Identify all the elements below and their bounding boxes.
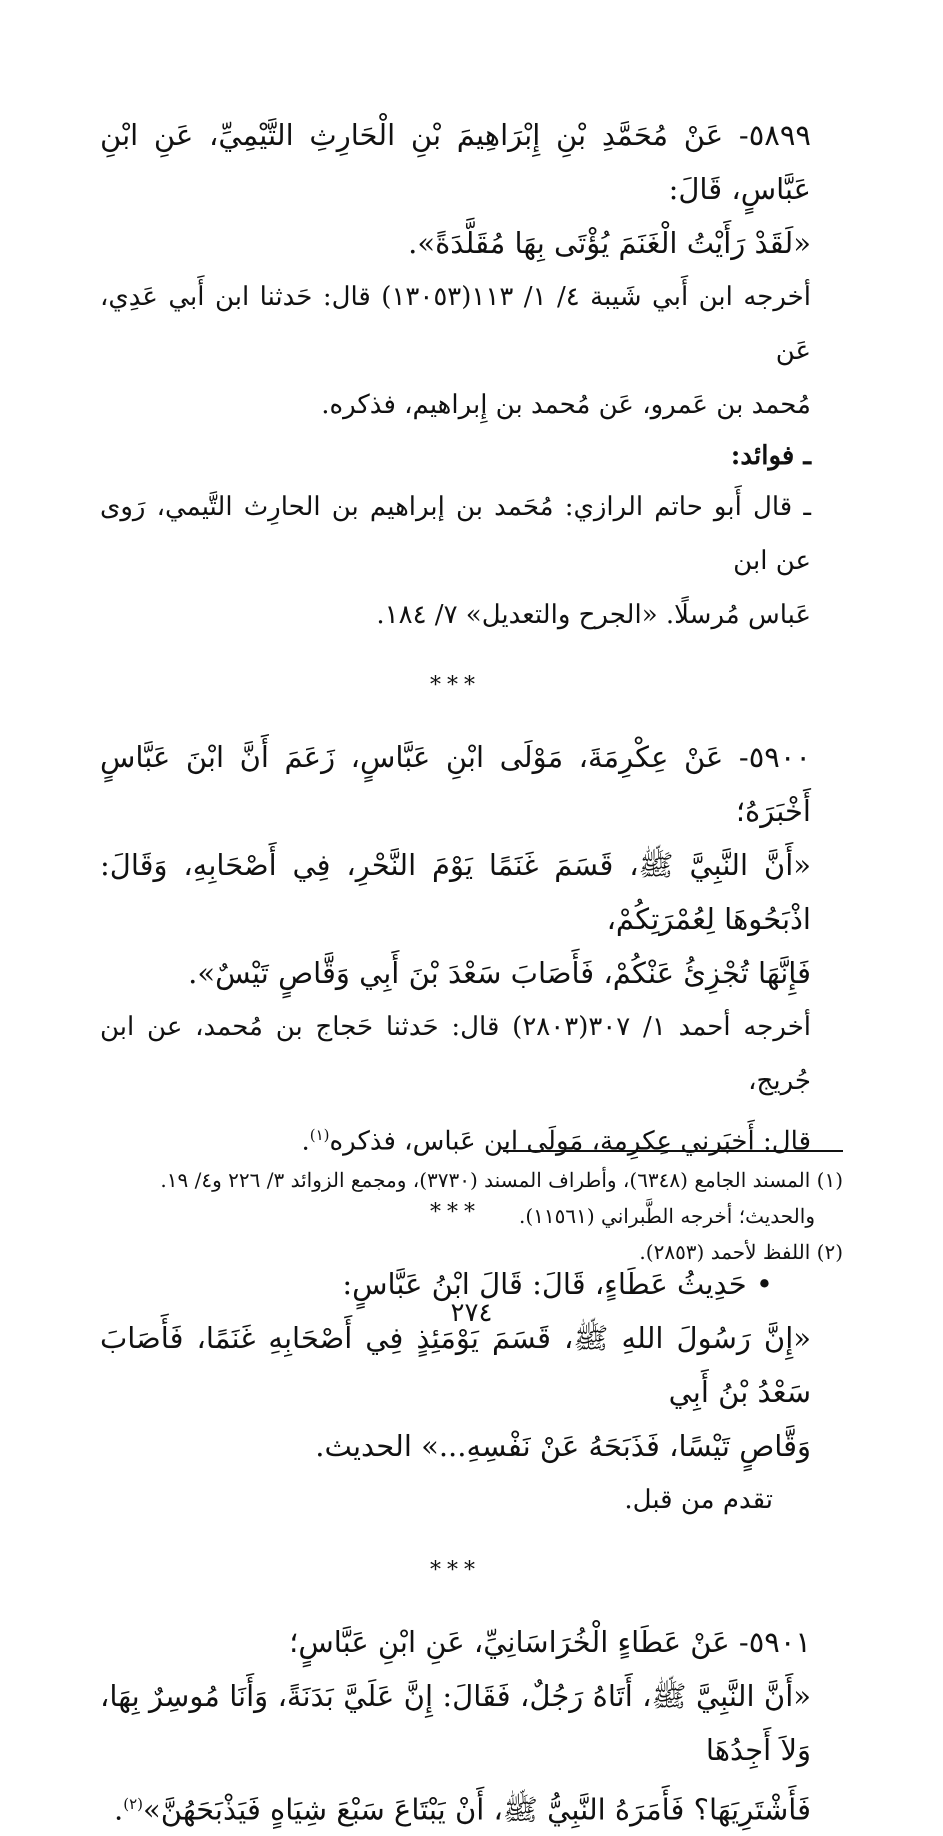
hadith-ata-text: وَقَّاصٍ تَيْسًا، فَذَبَحَهُ عَنْ نَفْسِهِ...» الحديث. xyxy=(315,1428,811,1463)
hadith-text: فَأَشْتَرِيَهَا؟ فَأَمَرَهُ النَّبِيُّ ﷺ، أَنْ يَبْتَاعَ سَبْعَ شِيَاهٍ فَيَذْبَحَهُنَّ» xyxy=(143,1792,811,1827)
footnote-ref-2[interactable]: (٢) xyxy=(123,1794,143,1813)
source-text: قال: أَخبَرني عِكرِمة، مَولَى ابن عَباس، فذكره xyxy=(329,1126,811,1157)
benefits-heading: ـ فوائد: xyxy=(730,441,811,471)
section-divider: *** xyxy=(430,673,481,698)
footnote-2: (٢) اللفظ لأحمد (٢٨٥٣). xyxy=(639,1240,843,1264)
benefit-line: عَباس مُرسلًا. «الجرح والتعديل» ٧/ ١٨٤. xyxy=(376,600,811,630)
source-line: أخرجه ابن أَبي شَيبة ٤/ ١/ ١١٣(١٣٠٥٣) قال: حَدثنا ابن أَبي عَدِي، عَن xyxy=(100,282,811,366)
hadith-5899-header: ٥٨٩٩- عَنْ مُحَمَّدِ بْنِ إِبْرَاهِيمَ بْنِ الْحَارِثِ التَّيْمِيِّ، عَنِ ابْنِ عَبَّاسٍ، قَالَ: xyxy=(100,118,811,206)
source-line: أخرجه أحمد ١/ ٣٠٧(٢٨٠٣) قال: حَدثنا حَجاج بن مُحمد، عن ابن جُريج، xyxy=(100,1012,811,1096)
benefit-line: ـ قال أَبو حاتم الرازي: مُحَمد بن إبراهيم بن الحارِث التَّيمي، رَوى عن ابن xyxy=(100,492,811,576)
hadith-5900-text: فَإِنَّهَا تُجْزِئُ عَنْكُمْ، فَأَصَابَ سَعْدَ بْنَ أَبِي وَقَّاصٍ تَيْسٌ». xyxy=(188,956,811,990)
footnote-ref-1[interactable]: (١) xyxy=(309,1126,330,1144)
footnote-1: (١) المسند الجامع (٦٣٤٨)، وأطراف المسند (٣٧٣٠)، ومجمع الزوائد ٣/ ٢٢٦ و٤/ ١٩. xyxy=(160,1168,843,1192)
hadith-5901-text: «أَنَّ النَّبِيَّ ﷺ، أَتَاهُ رَجُلٌ، فَقَالَ: إِنَّ عَلَيَّ بَدَنَةً، وَأَنَا مُوسِرٌ بِهَا، وَلاَ أَجِدُهَا xyxy=(100,1678,811,1767)
hadith-5899-text: «لَقَدْ رَأَيْتُ الْغَنَمَ يُؤْتَى بِهَا مُقَلَّدَةً». xyxy=(408,226,811,260)
footnote-rule xyxy=(503,1150,843,1152)
footnote-1-continued: والحديث؛ أخرجه الطَّبراني (١١٥٦١). xyxy=(518,1204,815,1228)
hadith-ata-text: «إِنَّ رَسُولَ اللهِ ﷺ، قَسَمَ يَوْمَئِذٍ فِي أَصْحَابِهِ غَنَمًا، فَأَصَابَ سَعْدُ بْنُ أَبِي xyxy=(100,1320,811,1409)
hadith-5901-text: فَأَشْتَرِيَهَا؟ فَأَمَرَهُ النَّبِيُّ ﷺ، أَنْ يَبْتَاعَ سَبْعَ شِيَاهٍ فَيَذْبَحَهُنَّ»$^{(٢)}$. xyxy=(114,1792,811,1827)
section-divider: *** xyxy=(430,1199,481,1225)
page-number: ٢٧٤ xyxy=(450,1298,493,1328)
hadith-5901-header: ٥٩٠١- عَنْ عَطَاءٍ الْخُرَاسَانِيِّ، عَنِ ابْنِ عَبَّاسٍ؛ xyxy=(289,1624,811,1659)
source-line: مُحمد بن عَمرو، عَن مُحمد بن إِبراهيم، فذكره. xyxy=(321,390,811,420)
hadith-5900-text: «أَنَّ النَّبِيَّ ﷺ، قَسَمَ غَنَمًا يَوْمَ النَّحْرِ، فِي أَصْحَابِهِ، وَقَالَ: اذْبَحُوهَا لِعُمْرَتِكُمْ، xyxy=(100,848,811,936)
cross-reference: تقدم من قبل. xyxy=(624,1484,773,1515)
footnotes xyxy=(100,1150,843,1270)
hadith-5900-header: ٥٩٠٠- عَنْ عِكْرِمَةَ، مَوْلَى ابْنِ عَبَّاسٍ، زَعَمَ أَنَّ ابْنَ عَبَّاسٍ أَخْبَرَهُ؛ xyxy=(100,740,811,828)
source-line: قال: أَخبَرني عِكرِمة، مَولَى ابن عَباس، فذكره$^{(١)}$. xyxy=(301,1126,811,1157)
section-divider: *** xyxy=(430,1557,481,1583)
hadith-ata-header: • حَدِيثُ عَطَاءٍ، قَالَ: قَالَ ابْنُ عَبَّاسٍ: xyxy=(342,1266,773,1301)
